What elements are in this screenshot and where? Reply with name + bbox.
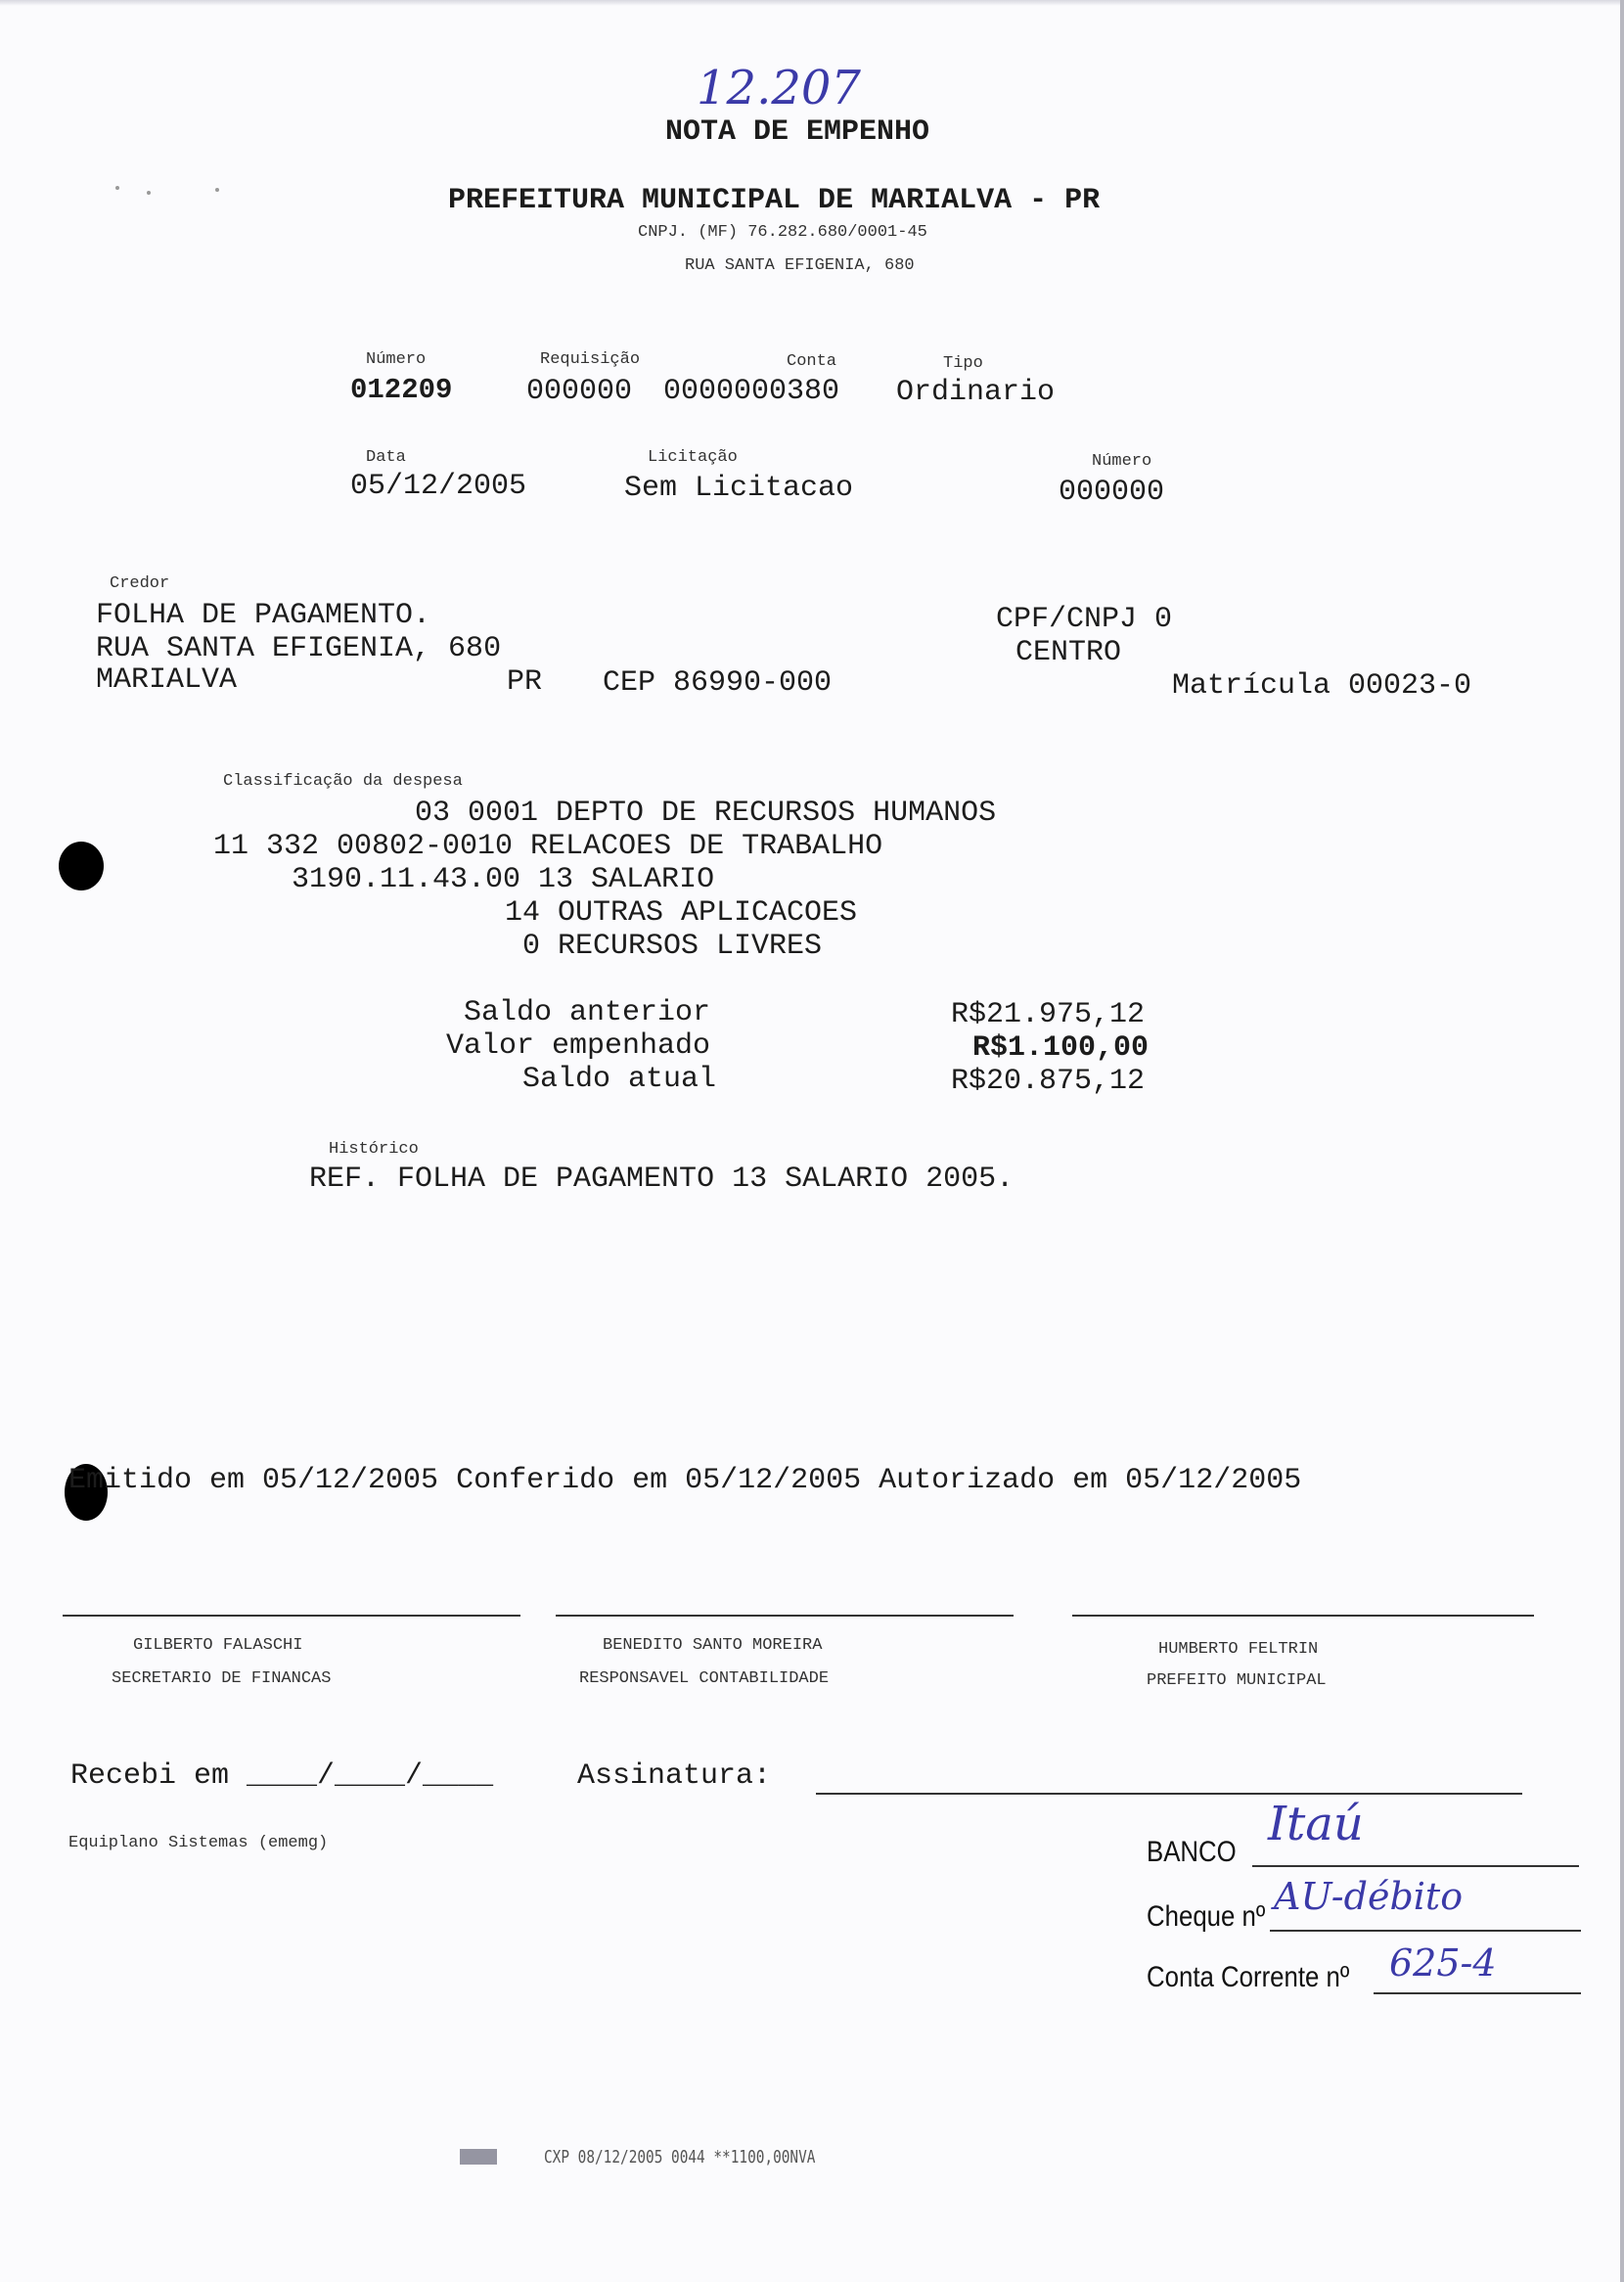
credor-cep: CEP 86990-000 <box>603 666 833 700</box>
cheque-line <box>1270 1930 1581 1932</box>
signer-name: GILBERTO FALASCHI <box>133 1636 303 1655</box>
scan-speck <box>115 186 119 190</box>
saldo-anterior-label: Saldo anterior <box>464 996 711 1029</box>
banco-line <box>1252 1865 1579 1867</box>
signer-role: RESPONSAVEL CONTABILIDADE <box>579 1669 830 1688</box>
numero-label: Número <box>366 350 427 369</box>
cnpj-line: CNPJ. (MF) 76.282.680/0001-45 <box>638 223 927 242</box>
historico-text: REF. FOLHA DE PAGAMENTO 13 SALARIO 2005. <box>309 1163 1015 1196</box>
banco-label: BANCO <box>1147 1836 1237 1868</box>
signer-name: HUMBERTO FELTRIN <box>1158 1640 1319 1659</box>
software-credit: Equiplano Sistemas (ememg) <box>68 1834 329 1852</box>
conta-value: 0000000380 <box>663 375 840 408</box>
emission-line: Emitido em 05/12/2005 Conferido em 05/12/2005 Autorizado em 05/12/2005 <box>68 1464 1302 1497</box>
assinatura-label: Assinatura: <box>577 1759 772 1793</box>
credor-label: Credor <box>110 574 170 593</box>
numero2-value: 000000 <box>1059 476 1165 509</box>
organization-name: PREFEITURA MUNICIPAL DE MARIALVA - PR <box>448 184 1101 217</box>
credor-district: CENTRO <box>1015 636 1122 669</box>
saldo-atual-value: R$20.875,12 <box>951 1065 1146 1098</box>
conta-label: Conta <box>787 352 837 371</box>
signer-name: BENEDITO SANTO MOREIRA <box>603 1636 823 1655</box>
saldo-atual-label: Saldo atual <box>522 1063 717 1096</box>
punch-hole-mark <box>59 842 104 890</box>
classificacao-line: 03 0001 DEPTO DE RECURSOS HUMANOS <box>415 797 997 830</box>
signer-role: PREFEITO MUNICIPAL <box>1147 1671 1327 1690</box>
document-title: NOTA DE EMPENHO <box>665 115 930 149</box>
signature-line <box>1072 1615 1534 1617</box>
numero2-label: Número <box>1092 452 1152 471</box>
signature-line <box>556 1615 1014 1617</box>
classificacao-label: Classificação da despesa <box>223 772 463 791</box>
data-value: 05/12/2005 <box>350 470 527 503</box>
signer-role: SECRETARIO DE FINANCAS <box>112 1669 332 1688</box>
banco-value: Itaú <box>1268 1797 1364 1851</box>
cheque-label: Cheque nº <box>1147 1900 1266 1933</box>
address-line: RUA SANTA EFIGENIA, 680 <box>685 256 915 275</box>
conta-corrente-line <box>1374 1992 1581 1994</box>
tipo-label: Tipo <box>943 354 983 373</box>
conta-corrente-label: Conta Corrente nº <box>1147 1961 1350 1993</box>
signature-line <box>63 1615 520 1617</box>
licitacao-label: Licitação <box>648 448 738 467</box>
credor-street: RUA SANTA EFIGENIA, 680 <box>96 632 502 665</box>
classificacao-line: 11 332 00802-0010 RELACOES DE TRABALHO <box>213 830 883 863</box>
classificacao-line: 14 OUTRAS APLICACOES <box>505 896 858 930</box>
scan-speck <box>147 191 151 195</box>
historico-label: Histórico <box>329 1140 419 1159</box>
scan-edge-right <box>1620 0 1624 2282</box>
bank-print-logo <box>460 2149 497 2165</box>
requisicao-label: Requisição <box>540 350 641 369</box>
classificacao-line: 3190.11.43.00 13 SALARIO <box>292 863 715 896</box>
valor-empenhado-label: Valor empenhado <box>446 1029 711 1063</box>
valor-empenhado-value: R$1.100,00 <box>972 1031 1150 1065</box>
saldo-anterior-value: R$21.975,12 <box>951 998 1146 1031</box>
credor-cpf-cnpj: CPF/CNPJ 0 <box>996 603 1173 636</box>
credor-state: PR <box>507 665 543 699</box>
credor-city: MARIALVA <box>96 663 238 697</box>
scan-speck <box>215 188 219 192</box>
numero-value: 012209 <box>350 374 453 406</box>
assinatura-line <box>816 1793 1522 1795</box>
conta-corrente-value: 625-4 <box>1389 1941 1497 1985</box>
data-label: Data <box>366 448 406 467</box>
scan-edge-top <box>0 0 1624 6</box>
requisicao-value: 000000 <box>526 375 633 408</box>
credor-name: FOLHA DE PAGAMENTO. <box>96 599 431 632</box>
tipo-value: Ordinario <box>896 376 1056 409</box>
handwritten-number: 12.207 <box>697 61 861 115</box>
recebi-em-field: Recebi em ____/____/____ <box>70 1759 494 1793</box>
cheque-value: AU-débito <box>1274 1875 1464 1918</box>
credor-matricula: Matrícula 00023-0 <box>1172 669 1472 703</box>
licitacao-value: Sem Licitacao <box>624 472 854 505</box>
classificacao-line: 0 RECURSOS LIVRES <box>522 930 823 963</box>
bank-print-line: CXP 08/12/2005 0044 **1100,00NVA <box>544 2147 816 2168</box>
